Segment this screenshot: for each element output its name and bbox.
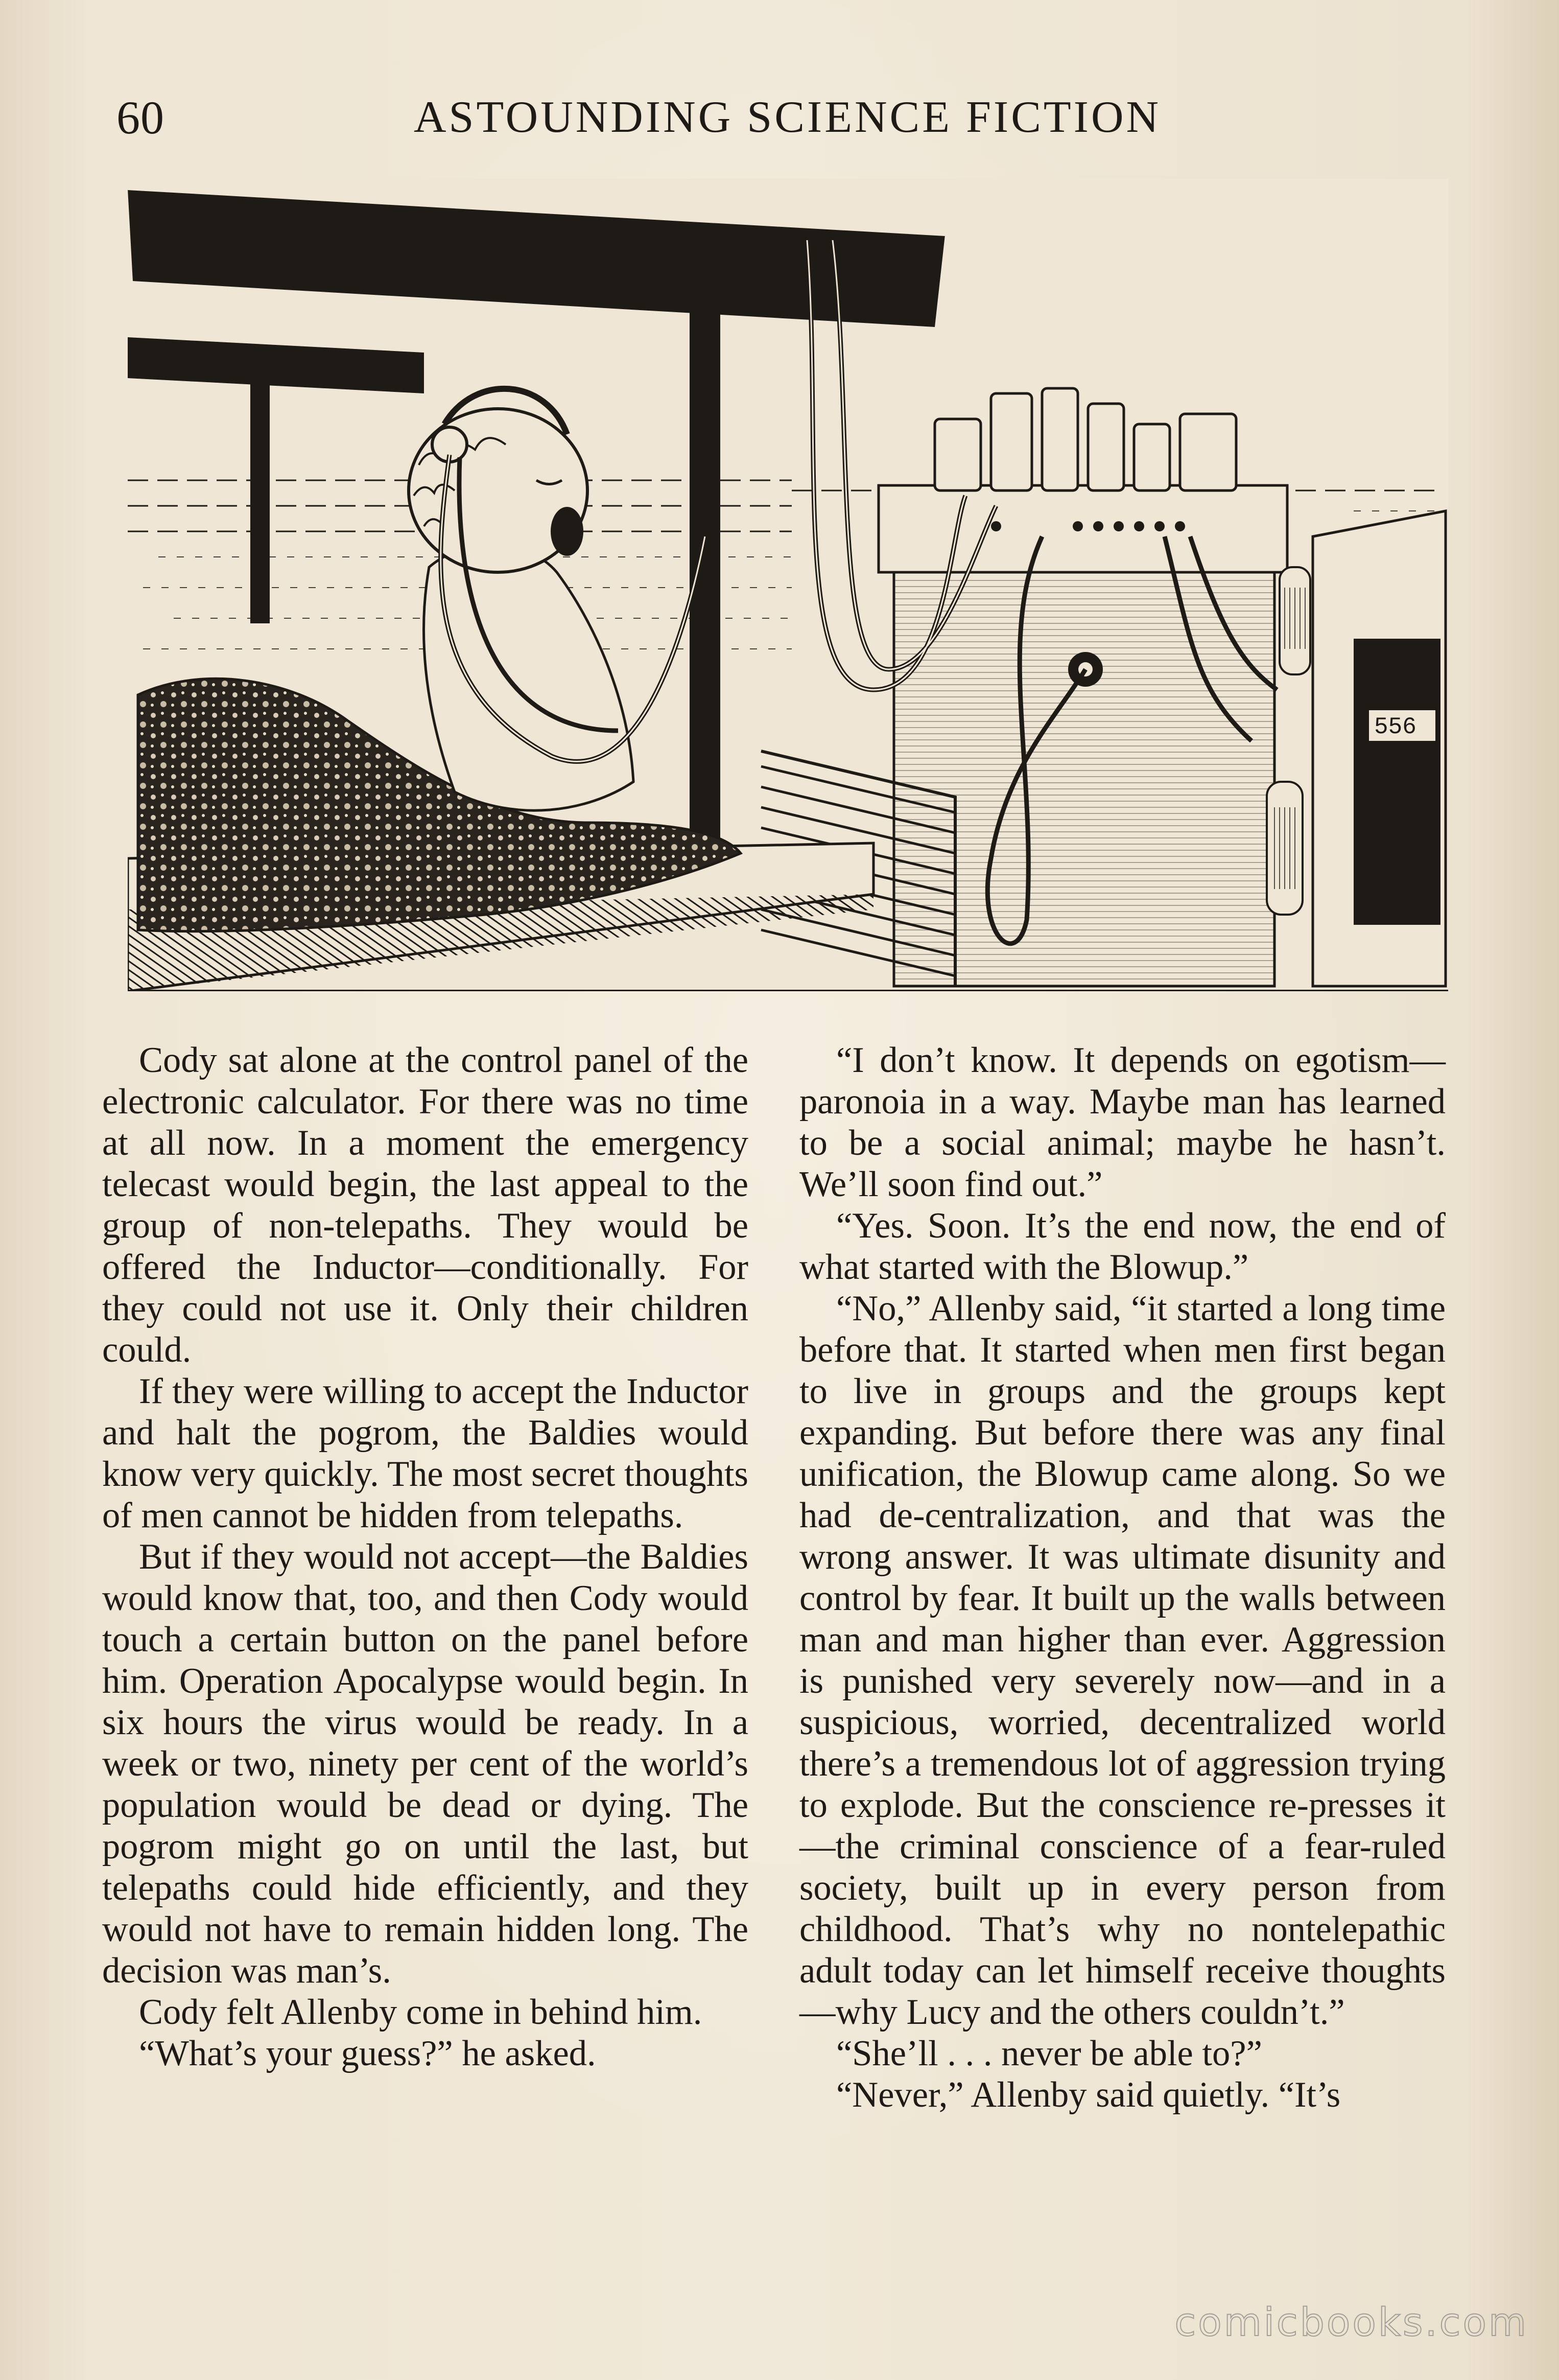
console-dial-label: 556 <box>1374 714 1416 740</box>
paragraph: “I don’t know. It depends on egotism—paronoia in a way. Maybe man has learned to be a social animal; maybe he hasn’t. We’ll soon find out.” <box>799 1040 1446 1204</box>
paragraph: “She’ll . . . never be able to?” <box>836 2034 1262 2073</box>
watermark-logo: comicbooks.com <box>1174 2299 1528 2345</box>
text-column-right <box>799 1040 1446 2116</box>
paragraph: “Never,” Allenby said quietly. “It’s <box>836 2075 1341 2115</box>
paragraph: “Yes. Soon. It’s the end now, the end of what started with the Blowup.” <box>799 1206 1446 1287</box>
text-column-left <box>102 1040 748 2074</box>
page-number: 60 <box>116 91 164 144</box>
page-header <box>0 84 1559 151</box>
illustration-baby-with-electrode-headset-at-machine <box>128 179 1448 991</box>
paragraph: Cody felt Allenby come in behind him. <box>139 1992 702 2032</box>
paragraph: “What’s your guess?” he asked. <box>139 2034 596 2073</box>
paragraph: “No,” Allenby said, “it started a long time before that. It started when men first began to live in groups and the groups kept expanding. But before there was any final unification, the Blowup came along. So we had de-centralization, and that was the wrong answer. It was ultimate disunity and control by fear. It built up the walls between man and man higher than ever. Aggression is punished very severely now—and in a suspicious, worried, decentralized world there’s a tremendous lot of aggression trying to explode. But the conscience re-presses it—the criminal conscience of a fear-ruled society, built up in every person from childhood. That’s why no nontelepathic adult today can let himself receive thoughts—why Lucy and the others couldn’t.” <box>799 1289 1446 2032</box>
paragraph: But if they would not accept—the Baldies would know that, too, and then Cody would touch a certain button on the panel before him. Operation Apocalypse would begin. In six hours the virus would be ready. In a week or two, ninety per cent of the world’s population would be dead or dying. The pogrom might go on until the last, but telepaths could hide efficiently, and they would not have to remain hidden long. The decision was man’s. <box>102 1537 748 1991</box>
paragraph: If they were willing to accept the Inductor and halt the pogrom, the Baldies would know very quickly. The most secret thoughts of men cannot be hidden from telepaths. <box>102 1371 748 1535</box>
running-title: ASTOUNDING SCIENCE FICTION <box>414 92 1162 142</box>
paragraph: Cody sat alone at the control panel of the electronic calculator. For there was no time at all now. In a moment the emergency telecast would begin, the last appeal to the group of non-telepaths. They would be offered the Inductor—conditionally. For they could not use it. Only their children could. <box>102 1040 748 1370</box>
